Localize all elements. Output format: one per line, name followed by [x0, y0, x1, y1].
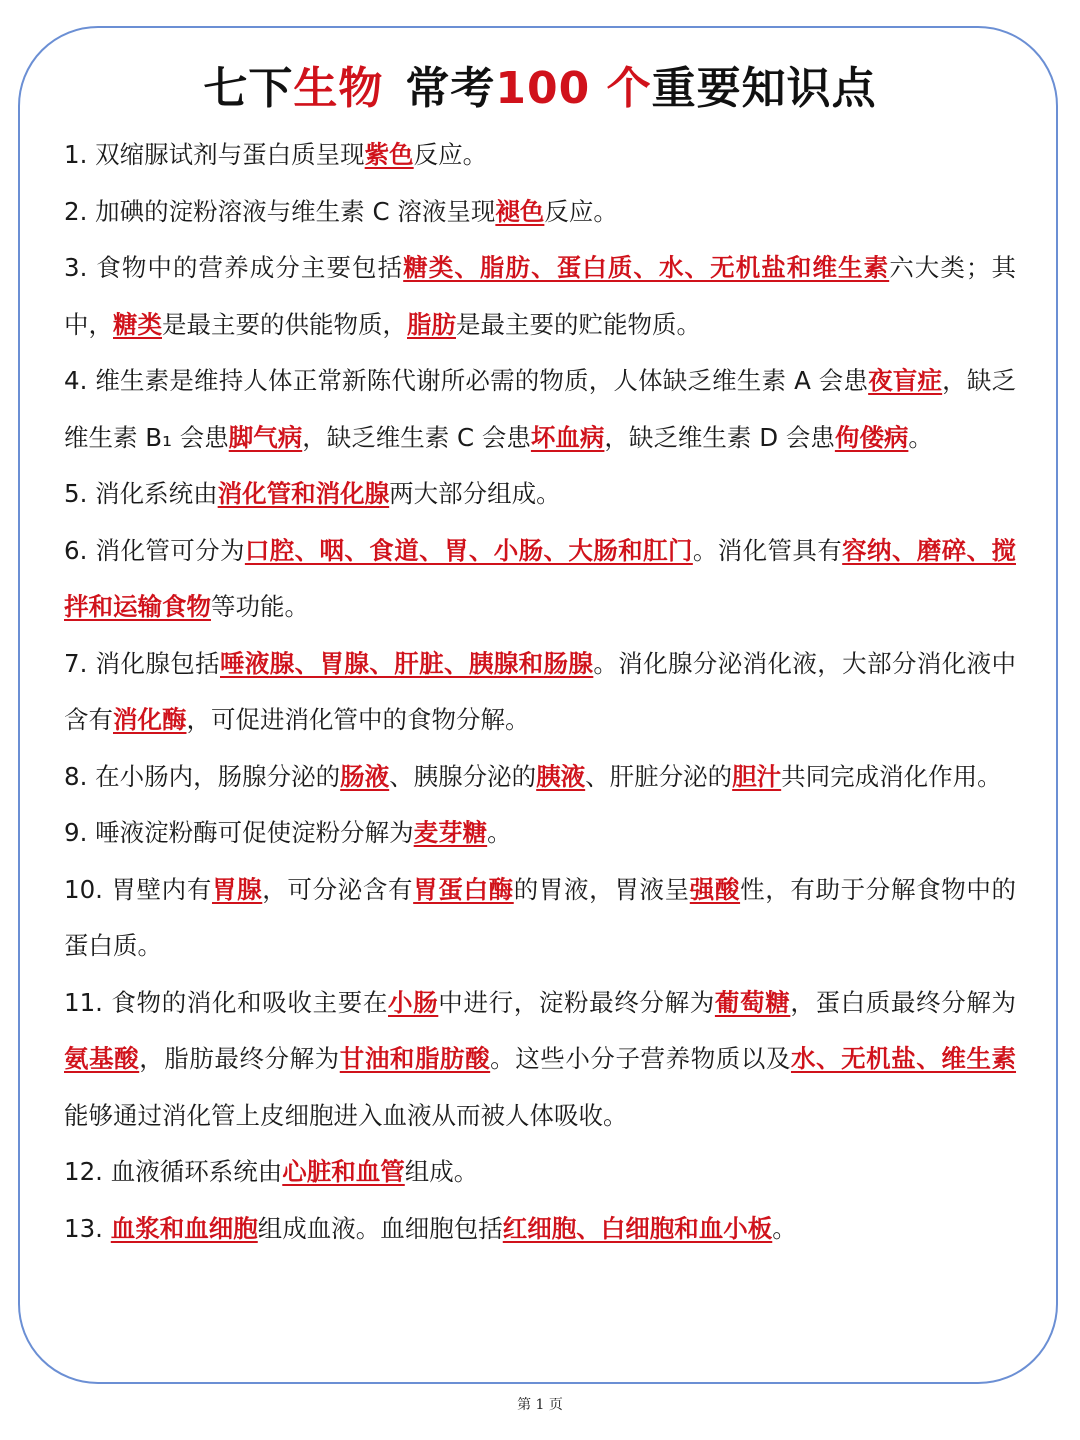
point-text: 是最主要的贮能物质。: [456, 309, 701, 339]
point-text: 12. 血液循环系统由: [64, 1157, 283, 1186]
point-text: ，蛋白质最终分解为: [790, 987, 1017, 1017]
page-number: 第 1 页: [517, 1397, 563, 1413]
highlighted-term: 胃蛋白酶: [413, 874, 514, 904]
highlighted-term: 脚气病: [228, 422, 303, 452]
highlighted-term: 胆汁: [732, 761, 782, 791]
highlighted-term: 甘油和脂肪酸: [339, 1044, 491, 1073]
knowledge-point: [64, 353, 1016, 466]
point-text: 7. 消化腺包括: [64, 648, 220, 678]
highlighted-term: 强酸: [689, 874, 741, 904]
highlighted-term: 心脏和血管: [282, 1157, 405, 1186]
highlighted-term: 脂肪: [407, 309, 456, 339]
point-text: ，可分泌含有: [262, 874, 414, 904]
point-text: 9. 唾液淀粉酶可促使淀粉分解为: [64, 818, 414, 847]
point-text: 。: [908, 422, 933, 452]
point-text: ，脂肪最终分解为: [139, 1044, 340, 1073]
point-text: 。消化腺分泌消化液，大部分消化液中含有: [64, 648, 1017, 734]
point-text: 。这些小分子营养物质以及: [490, 1044, 791, 1073]
point-text: 。: [487, 818, 512, 847]
point-text: 。消化管具有: [692, 535, 843, 565]
highlighted-term: 口腔、咽、食道、胃、小肠、大肠和肛门: [244, 535, 693, 565]
point-text: ，缺乏维生素 D 会患: [604, 422, 835, 452]
page-title: [0, 52, 1080, 116]
knowledge-point: [64, 975, 1016, 1145]
highlighted-term: 血浆和血细胞: [110, 1213, 258, 1243]
title-part-5: 重要知识点: [651, 63, 877, 114]
highlighted-term: 胃腺: [211, 874, 263, 904]
point-text: 组成血液。血细胞包括: [257, 1213, 503, 1243]
point-text: 等功能。: [211, 592, 309, 621]
knowledge-point: [64, 184, 1016, 241]
highlighted-term: 消化酶: [113, 705, 187, 734]
highlighted-term: 小肠: [388, 987, 439, 1017]
point-text: 的胃液，胃液呈: [513, 874, 690, 904]
point-text: 13.: [64, 1213, 111, 1243]
highlighted-term: 消化管和消化腺: [217, 479, 390, 508]
point-text: ，可促进消化管中的食物分解。: [186, 705, 530, 734]
knowledge-point: [64, 636, 1016, 749]
point-text: 性，有助于分解食物中的蛋白质。: [64, 874, 1017, 960]
knowledge-point: [64, 805, 1016, 862]
point-text: 8. 在小肠内，肠腺分泌的: [64, 761, 341, 791]
point-text: 4. 维生素是维持人体正常新陈代谢所必需的物质，人体缺乏维生素 A 会患: [64, 366, 869, 395]
point-text: 共同完成消化作用。: [781, 761, 1002, 791]
knowledge-point: [64, 127, 1016, 184]
title-part-count: 100 个: [495, 63, 652, 114]
point-text: 两大部分组成。: [389, 479, 561, 508]
point-text: 11. 食物的消化和吸收主要在: [64, 987, 388, 1017]
point-text: 六大类；其中，: [64, 253, 1017, 339]
point-text: ，缺乏维生素 C 会患: [302, 422, 531, 452]
knowledge-point: [64, 240, 1016, 353]
highlighted-term: 糖类: [113, 309, 162, 339]
point-text: 组成。: [404, 1157, 479, 1186]
point-text: 、肝脏分泌的: [585, 761, 733, 791]
highlighted-term: 佝偻病: [834, 422, 909, 452]
highlighted-term: 胰液: [536, 761, 586, 791]
point-text: 反应。: [544, 196, 618, 226]
knowledge-point: [64, 1201, 1016, 1258]
highlighted-term: 氨基酸: [64, 1044, 140, 1073]
highlighted-term: 褪色: [495, 196, 545, 226]
highlighted-term: 葡萄糖: [714, 987, 791, 1017]
point-text: 1. 双缩脲试剂与蛋白质呈现: [64, 140, 365, 169]
knowledge-point: [64, 749, 1016, 806]
highlighted-term: 容纳、磨碎、搅拌和运输食物: [64, 535, 1016, 621]
point-text: 中进行，淀粉最终分解为: [438, 987, 715, 1017]
highlighted-term: 肠液: [340, 761, 390, 791]
knowledge-list: [64, 127, 1016, 1257]
highlighted-term: 坏血病: [530, 422, 605, 452]
point-text: 能够通过消化管上皮细胞进入血液从而被人体吸收。: [64, 1100, 628, 1130]
highlighted-term: 麦芽糖: [413, 818, 488, 847]
highlighted-term: 水、无机盐、维生素: [790, 1044, 1017, 1073]
title-part-subject: 生物: [293, 63, 384, 114]
highlighted-term: 唾液腺、胃腺、肝脏、胰腺和肠腺: [220, 648, 594, 678]
highlighted-term: 红细胞、白细胞和血小板: [502, 1213, 773, 1243]
point-text: 反应。: [413, 140, 488, 169]
point-text: 6. 消化管可分为: [64, 535, 245, 565]
point-text: 、胰腺分泌的: [389, 761, 537, 791]
highlighted-term: 糖类、脂肪、蛋白质、水、无机盐和维生素: [403, 253, 890, 282]
point-text: 3. 食物中的营养成分主要包括: [64, 253, 404, 282]
point-text: 5. 消化系统由: [64, 479, 218, 508]
point-text: 。: [772, 1213, 797, 1243]
title-part-1: 七下: [203, 63, 294, 114]
knowledge-point: [64, 523, 1016, 636]
knowledge-point: [64, 862, 1016, 975]
point-text: 是最主要的供能物质，: [162, 309, 407, 339]
point-text: ，缺乏维生素 B₁ 会患: [64, 366, 1016, 452]
knowledge-point: [64, 1144, 1016, 1201]
point-text: 2. 加碘的淀粉溶液与维生素 C 溶液呈现: [64, 196, 496, 226]
highlighted-term: 紫色: [364, 140, 414, 169]
highlighted-term: 夜盲症: [868, 366, 943, 395]
knowledge-point: [64, 466, 1016, 523]
point-text: 10. 胃壁内有: [64, 874, 212, 904]
title-part-3: 常考: [405, 63, 496, 114]
